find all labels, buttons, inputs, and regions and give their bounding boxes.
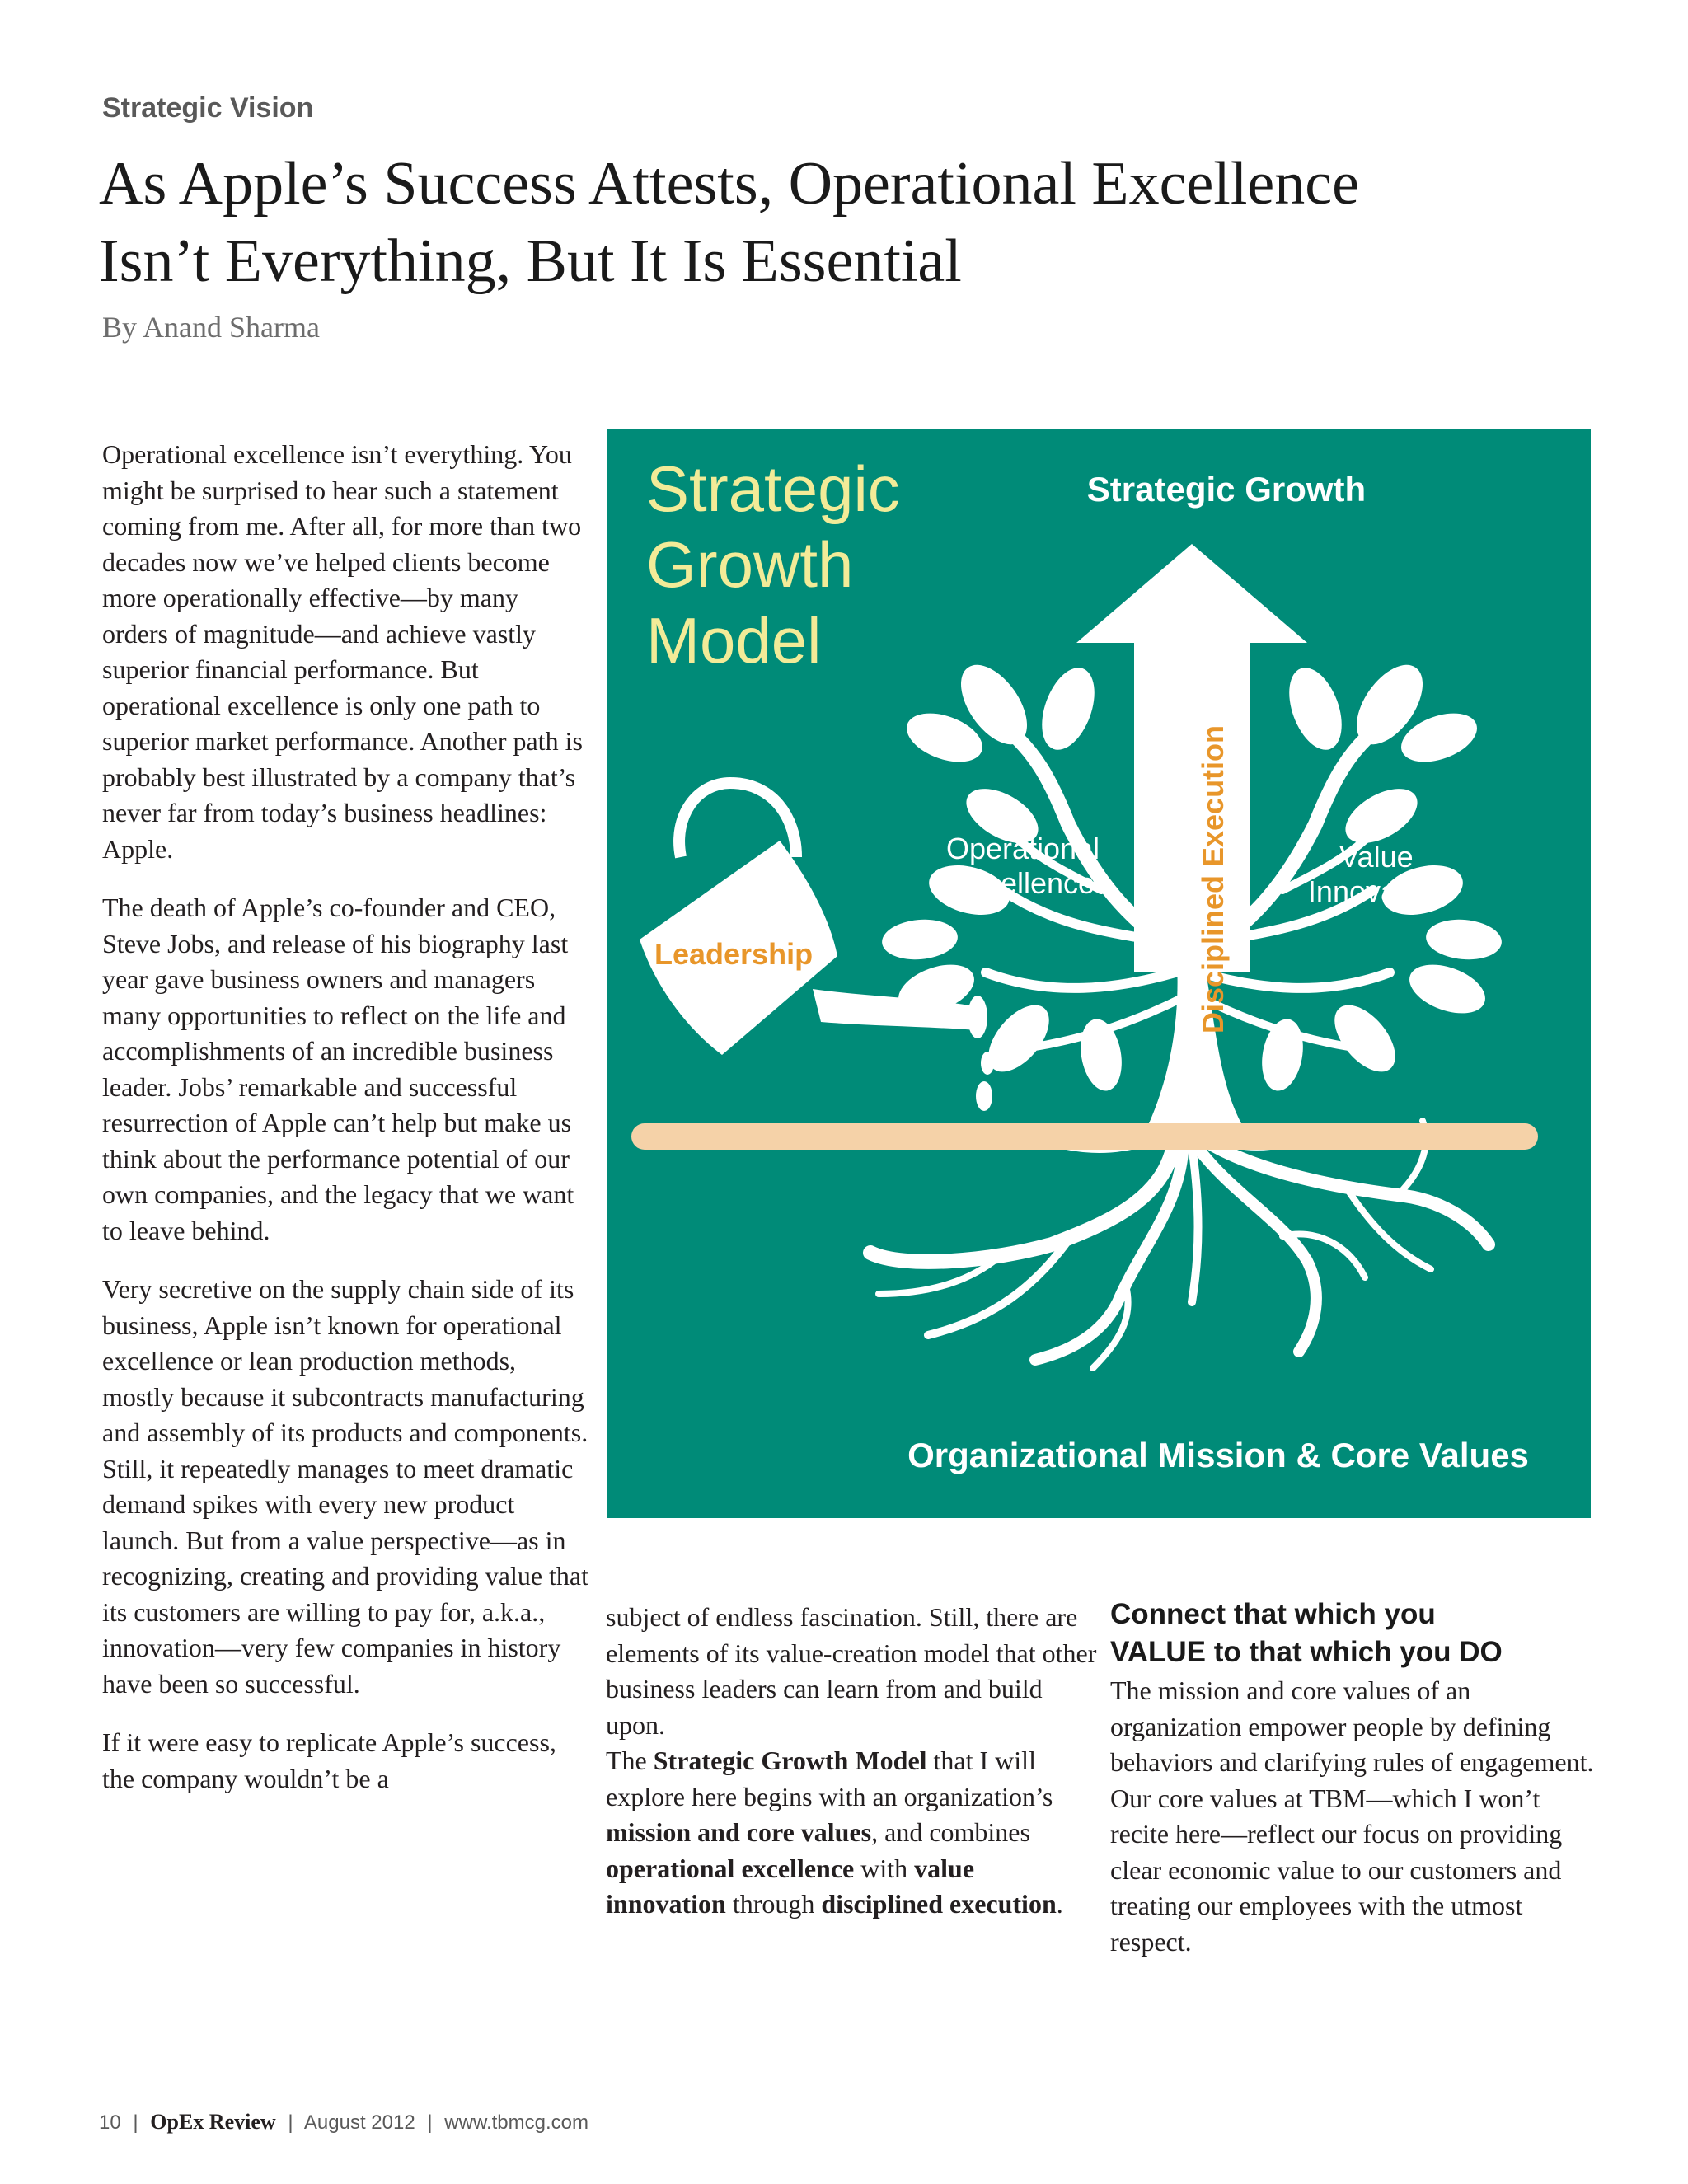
label-value-innovation-line-1: Value: [1339, 840, 1414, 874]
paragraph-1: Operational excellence isn’t everything. You might be surprised to hear such a statement coming from me. After all, for more than two decades now we’ve helped clients become more operationally effective—by many orders of magnitude—and achieve vastly superior financial performance. But operational excellence is only one path to superior market performance. Another path is probably best illustrated by a company that’s never far from today’s business headlines: Apple.: [102, 439, 583, 864]
paragraph-4: If it were easy to replicate Apple’s success, the company wouldn’t be a: [102, 1727, 556, 1793]
publication-name: OpEx Review: [150, 2110, 276, 2134]
term-mission-core-values: mission and core values: [606, 1817, 872, 1847]
label-value-innovation-line-2: Innovation: [1307, 874, 1446, 908]
footer-separator: |: [427, 2111, 433, 2134]
paragraph-2: The death of Apple’s co-founder and CEO, Steve Jobs, and release of his biography last year gave business owners and managers many opportunities to reflect on the life and accomplishments of an incredible business leader. Jobs’ remarkable and successful resurrection of Apple can’t help but make us think about the performance potential of our own companies, and the legacy that we want to leave behind.: [102, 893, 574, 1245]
paragraph-5: subject of endless fascination. Still, there are elements of its value-creation model that other business leaders can learn from and build upon.: [606, 1602, 1097, 1740]
label-mission-core-values: Organizational Mission & Core Values: [907, 1436, 1529, 1474]
paragraph-6-text: .: [1056, 1889, 1063, 1919]
paragraph-6-text: that I will explore here begins with an organization’s: [606, 1746, 1053, 1811]
website-link[interactable]: www.tbmcg.com: [444, 2111, 588, 2134]
term-value-innovation: value innovation: [606, 1853, 975, 1919]
label-operational-excellence-line-2: Excellence: [950, 866, 1095, 900]
figure-illustration: [607, 429, 1591, 1518]
headline-line-2: Isn’t Everything, But It Is Essential: [99, 227, 962, 295]
sidebar-heading-line-2: VALUE to that which you DO: [1110, 1636, 1503, 1668]
term-disciplined-execution: disciplined execution: [821, 1889, 1057, 1919]
paragraph-6-text: , and combines: [871, 1817, 1030, 1847]
sidebar-column: [1110, 1596, 1597, 1983]
label-strategic-growth: Strategic Growth: [1086, 470, 1367, 509]
paragraph-3: Very secretive on the supply chain side of its business, Apple isn’t known for operational excellence or lean production methods, mostly because it subcontracts manufacturing and assembly of its products and components. Still, it repeatedly manages to meet dramatic demand spikes with every new product launch. But from a value perspective—as in recognizing, creating and providing value that its customers are willing to pay for, a.k.a., innovation—very few companies in history have been so successful.: [102, 1274, 589, 1699]
article-headline: [99, 145, 1582, 300]
page-footer: [99, 2110, 588, 2135]
paragraph-6-text: with: [854, 1853, 915, 1883]
term-strategic-growth-model: Strategic Growth Model: [653, 1746, 927, 1775]
figure-title-line-3: Model: [646, 604, 822, 677]
sidebar-heading: [1110, 1596, 1597, 1671]
body-column-2: [606, 1600, 1100, 1946]
figure-title-line-1: Strategic: [646, 452, 900, 525]
ground-line: [631, 1123, 1538, 1150]
term-operational-excellence: operational excellence: [606, 1853, 855, 1883]
label-disciplined-execution: Disciplined Execution: [1196, 724, 1230, 1034]
paragraph-6: [606, 1743, 1100, 1923]
sidebar-text: The mission and core values of an organization empower people by defining behaviors and clarifying rules of engagement. Our core values at TBM—which I won’t recite here—reflect our focus on providing clear economic value to our customers and treating our employees with the utmost respect.: [1110, 1675, 1594, 1957]
label-leadership: Leadership: [654, 937, 814, 971]
paragraph-6-text: The: [606, 1746, 654, 1775]
page-number: 10: [99, 2111, 121, 2134]
paragraph-6-text: through: [725, 1889, 822, 1919]
figure-title-line-2: Growth: [646, 528, 854, 601]
body-column-1: [102, 437, 588, 1820]
byline: By Anand Sharma: [102, 311, 320, 344]
headline-line-1: As Apple’s Success Attests, Operational Excellence: [99, 150, 1359, 218]
strategic-growth-model-figure: [607, 429, 1591, 1518]
footer-separator: |: [288, 2111, 293, 2134]
label-operational-excellence-line-1: Operational: [945, 832, 1100, 865]
footer-separator: |: [133, 2111, 138, 2134]
sidebar-heading-line-1: Connect that which you: [1110, 1598, 1436, 1630]
section-label: Strategic Vision: [102, 92, 314, 124]
issue-date: August 2012: [303, 2111, 415, 2134]
